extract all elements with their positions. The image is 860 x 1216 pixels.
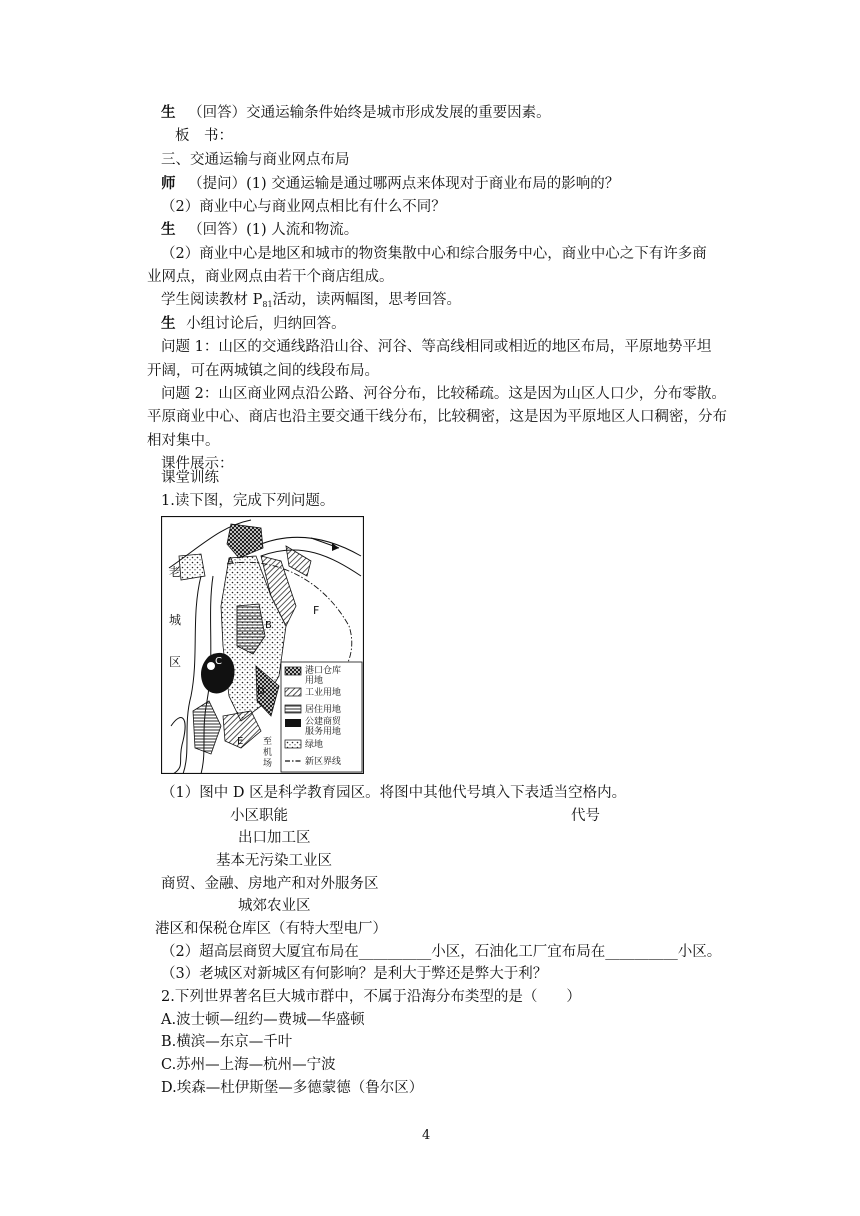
- airport-label: 机: [263, 748, 273, 758]
- page-number: 4: [422, 1128, 431, 1143]
- mc-option-d: D.埃森—杜伊斯堡—多德蒙德（鲁尔区）: [161, 1080, 424, 1096]
- legend-label: 工业用地: [305, 688, 342, 698]
- question-2: （2）超高层商贸大厦宜布局在__________小区，石油化工厂宜布局在__________小区。: [161, 944, 722, 960]
- airport-label: 场: [263, 759, 273, 769]
- answer-line-1: [161, 103, 551, 123]
- student-discussion: [161, 314, 346, 334]
- table-header-code: 代号: [571, 808, 600, 824]
- reading-instruction: [161, 290, 461, 315]
- mc-option-c: C.苏州—上海—杭州—宁波: [161, 1057, 336, 1073]
- student-answer-1: [161, 220, 358, 240]
- reading-text: 学生阅读教材 P: [161, 292, 263, 308]
- legend-swatch-industrial: [285, 688, 301, 696]
- problem-2-line-3: 相对集中。: [147, 433, 220, 449]
- question-3: （3）老城区对新城区有何影响？是利大于弊还是弊大于利？: [161, 966, 548, 982]
- page-ref: 81: [262, 300, 273, 309]
- legend-label: 居住用地: [305, 705, 342, 715]
- student-answer-2b: 业网点，商业网点由若干个商店组成。: [147, 269, 394, 285]
- mc-option-b: B.横滨—东京—千叶: [161, 1034, 293, 1050]
- map-label-f: F: [313, 604, 320, 617]
- teacher-question-2: （2）商业中心与商业网点相比有什么不同？: [161, 199, 446, 215]
- map-label-d: D: [257, 686, 265, 697]
- question-1: （1）图中 D 区是科学教育园区。将图中其他代号填入下表适当空格内。: [161, 785, 627, 801]
- legend-swatch-green: [285, 740, 301, 748]
- table-row-function: 港区和保税仓库区（有特大型电厂）: [155, 921, 387, 937]
- section-heading: 三、交通运输与商业网点布局: [161, 152, 350, 168]
- map-label-c: C: [215, 656, 222, 667]
- legend-swatch-port: [285, 667, 301, 675]
- legend-swatch-commercial: [285, 719, 301, 727]
- problem-1-line-1: 问题 1：山区的交通线路沿山谷、河谷、等高线相同或相近的地区布局，平原地势平坦: [161, 339, 712, 355]
- speaker-student: 生: [161, 105, 176, 121]
- legend-label: 港口仓库: [305, 666, 342, 676]
- teacher-question-1: [161, 174, 619, 194]
- answer-text: （回答）(1) 人流和物流。: [188, 222, 359, 238]
- reading-text: 活动，读两幅图，思考回答。: [272, 292, 462, 308]
- problem-2-line-1: 问题 2：山区商业网点沿公路、河谷分布，比较稀疏。这是因为山区人口少，分布零散。: [161, 386, 726, 402]
- exercise-heading: 课堂训练: [161, 470, 219, 486]
- legend-label: 绿地: [305, 740, 324, 750]
- map-label-e: E: [237, 736, 244, 747]
- table-row-function: 城郊农业区: [238, 898, 311, 914]
- table-row-function: 基本无污染工业区: [216, 853, 332, 869]
- exercise-1-prompt: 1.读下图，完成下列问题。: [161, 493, 335, 509]
- mc-option-a: A.波士顿—纽约—费城—华盛顿: [161, 1012, 365, 1028]
- board-label: 板 书：: [175, 128, 233, 144]
- speaker-teacher: 师: [161, 176, 176, 192]
- problem-1-line-2: 开阔，可在两城镇之间的线段布局。: [147, 363, 379, 379]
- legend-label: 公建商贸: [305, 717, 342, 727]
- mc-question-stem: 2.下列世界著名巨大城市群中，不属于沿海分布类型的是（ ）: [161, 989, 581, 1005]
- city-center-marker: [207, 662, 215, 670]
- table-row-function: 出口加工区: [238, 830, 311, 846]
- courseware-label: 课件展示：: [161, 456, 234, 472]
- old-city-label: 老: [169, 565, 182, 579]
- legend-label: 新区界线: [305, 757, 342, 767]
- discussion-text: 小组讨论后，归纳回答。: [186, 316, 346, 332]
- green-space-zone: [179, 554, 205, 580]
- table-header-function: 小区职能: [230, 808, 288, 824]
- map-label-a: A: [227, 556, 234, 567]
- old-city-label: 区: [169, 655, 182, 669]
- table-row-function: 商贸、金融、房地产和对外服务区: [161, 876, 379, 892]
- question-text: （提问）(1) 交通运输是通过哪两点来体现对于商业布局的影响的？: [188, 176, 620, 192]
- legend-label: 服务用地: [305, 727, 342, 737]
- problem-2-line-2: 平原商业中心、商店也沿主要交通干线分布，比较稠密，这是因为平原地区人口稠密，分布: [147, 409, 727, 425]
- speaker-student: 生: [161, 316, 176, 332]
- old-city-label: 城: [169, 613, 182, 627]
- speaker-student: 生: [161, 222, 176, 238]
- airport-label: 至: [263, 737, 273, 747]
- city-land-use-map: [161, 516, 364, 774]
- map-label-b: B: [265, 620, 272, 631]
- student-answer-2a: （2）商业中心是地区和城市的物资集散中心和综合服务中心，商业中心之下有许多商: [161, 246, 707, 262]
- legend-label: 用地: [305, 676, 324, 686]
- legend-swatch-residential: [285, 705, 301, 713]
- answer-text: （回答）交通运输条件始终是城市形成发展的重要因素。: [188, 105, 551, 121]
